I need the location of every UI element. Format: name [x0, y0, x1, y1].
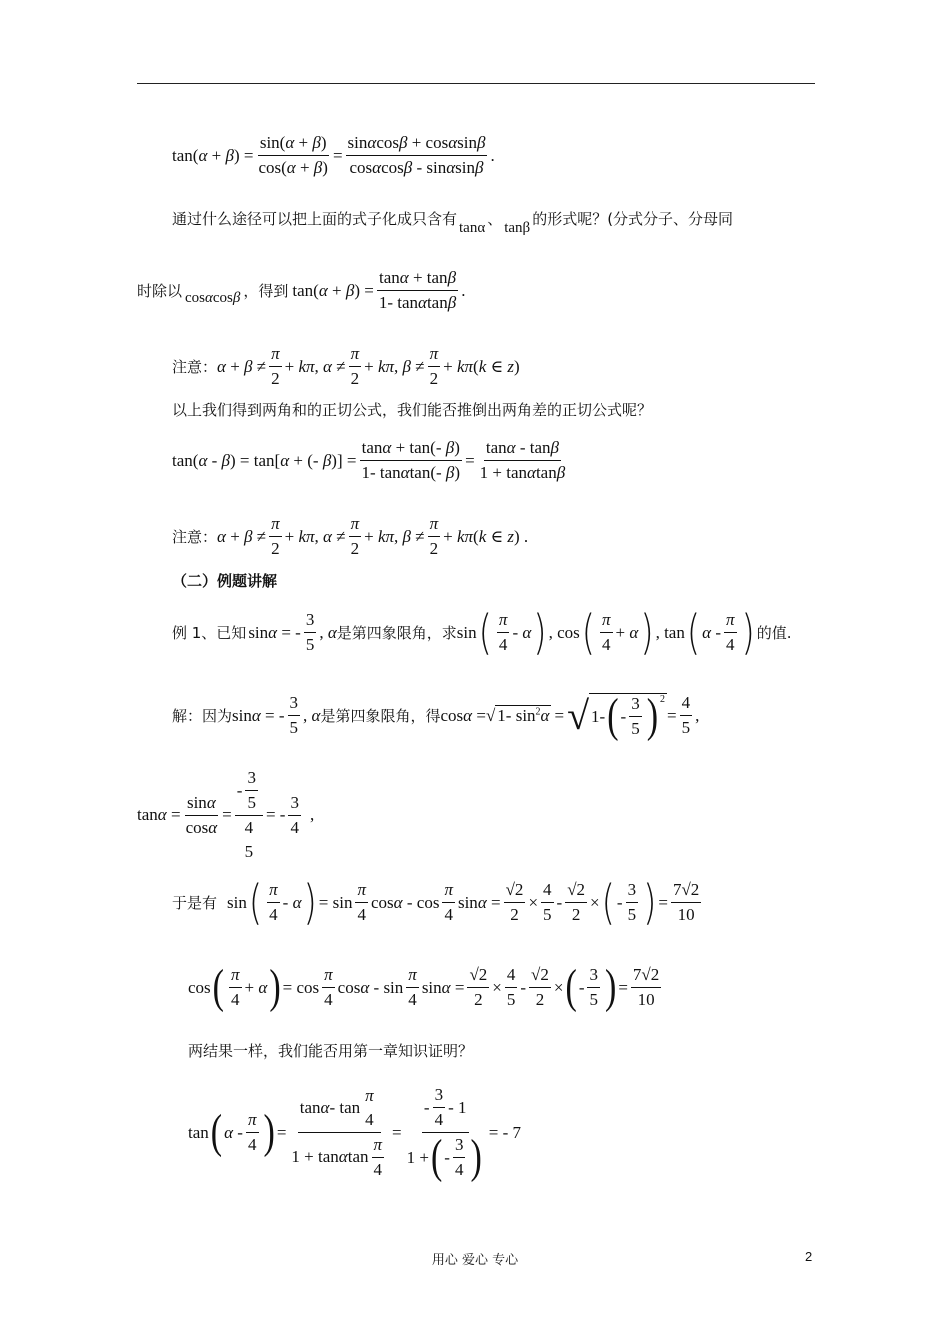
solution-label: 解：因为: [172, 707, 233, 725]
difference-question: [172, 399, 652, 420]
tan-beta-term: tanβ: [504, 220, 531, 236]
solution-line-1: 解：因为 sinα = - $\frac{3}{5}$ , α 是第四象限角，得 cosα = √ 1- $\sin^2\alpha$ = √ 1- ( - $\frac{3}{5}$ ) $^2$ = $\frac{4}{5}$ ,: [172, 689, 700, 742]
example-1: 例 1、已知 sinα = - $\frac{3}{5}$ , α 是第四象限角，求 sin ( $\frac{\pi}{4}$ - α ) , cos ( $\frac{\pi}{4}$ + α ) , tan ( α - $\frac{\pi}{4}$ ) 的值.: [172, 604, 792, 661]
question-paragraph-continued: 时除以 cosαcosβ ，得到 tan(α + β) = $\frac{\tan\alpha + \tan\beta}{1- \tan\alpha\tan\beta}$ .: [137, 268, 466, 312]
solution-tan-line: tan ( α - $\frac{\pi}{4}$ ) = tan α - tan π 4 1 + tan α tan $\frac{\pi}{4}$ = - $\frac{3}{4}$ - 1 1 + ( - $\frac{3}{4}$ ) = - 7: [188, 1085, 522, 1183]
solution-tan-alpha: tanα = $\frac{\sin\alpha}{\cos\alpha}$ = - $\frac{3}{5}$ 4 5 = - $\frac{3}{4}$ ,: [137, 768, 315, 861]
example-tail: 的值.: [756, 624, 792, 642]
separator: 、: [487, 210, 503, 228]
question-tail: 的形式呢？(分式分子、分母同: [532, 210, 734, 228]
difference-question-text: 以上我们得到两角和的正切公式，我们能否推倒出两角差的正切公式呢？: [172, 401, 653, 419]
header-rule: [137, 83, 815, 84]
get-text: ，得到: [243, 282, 289, 300]
note-label-2: 注意：: [172, 528, 218, 546]
example-label: 例 1、已知: [172, 624, 247, 642]
note-condition-1: 注意： α + β ≠ $\frac{\pi}{2}$ + kπ, α ≠ $\frac{\pi}{2}$ + kπ, β ≠ $\frac{\pi}{2}$ + kπ(k ∈ z): [172, 344, 520, 388]
same-result-question: [188, 1040, 473, 1061]
tan-alpha-term: tanα: [459, 220, 486, 236]
section-title: [172, 570, 277, 591]
divide-by-text: 时除以: [137, 282, 183, 300]
footer-motto: 用心 爱心 专心: [431, 1253, 519, 1268]
section-title-text: （二）例题讲解: [172, 572, 278, 590]
same-result-text: 两结果一样，我们能否用第一章知识证明？: [188, 1042, 474, 1060]
example-condition: 是第四象限角，求: [336, 624, 457, 642]
note-condition-2: 注意： α + β ≠ $\frac{\pi}{2}$ + kπ, α ≠ $\frac{\pi}{2}$ + kπ, β ≠ $\frac{\pi}{2}$ + kπ(k ∈ z) .: [172, 514, 529, 558]
solution-cos-line: cos ( $\frac{\pi}{4}$ + α ) = cos $\frac{\pi}{4}$ cosα - sin $\frac{\pi}{4}$ sinα = $\frac{√2}{2}$ × $\frac{4}{5}$ - $\frac{√2}{2}$ × ( - $\frac{3}{5}$ ) = $\frac{7√2}{10}$: [188, 960, 660, 1013]
note-label: 注意：: [172, 358, 218, 376]
therefore-text: 于是有: [172, 894, 218, 912]
page-number: 2: [805, 1249, 813, 1264]
solution-condition: 是第四象限角，得: [320, 707, 441, 725]
solution-sin-line: 于是有 sin ( $\frac{\pi}{4}$ - α ) = sin $\frac{\pi}{4}$ cosα - cos $\frac{\pi}{4}$ sinα = $\frac{√2}{2}$ × $\frac{4}{5}$ - $\frac{√2}{2}$ × ( - $\frac{3}{5}$ ) = $\frac{7√2}{10}$: [172, 874, 700, 931]
formula-tan-difference: tan(α - β) = tan[α + (- β)] = $\frac{\tan\alpha + \tan(- \beta)}{1- \tan\alpha\tan(- \beta)}$ = $\frac{\tan\alpha - \tan\beta}{1 + \tan\alpha\tan\beta}$: [172, 438, 566, 482]
question-intro: 通过什么途径可以把上面的式子化成只含有: [172, 210, 458, 228]
formula-tan-sum-expansion: tan(α + β) = $\frac{\sin(\alpha + \beta)}{\cos(\alpha + \beta)}$ = $\frac{\sin\alpha\cos\beta + \cos\alpha\sin\beta}{\cos\alpha\cos\beta - \sin\alpha\sin\beta}$ .: [172, 133, 495, 177]
question-paragraph: [172, 208, 734, 236]
